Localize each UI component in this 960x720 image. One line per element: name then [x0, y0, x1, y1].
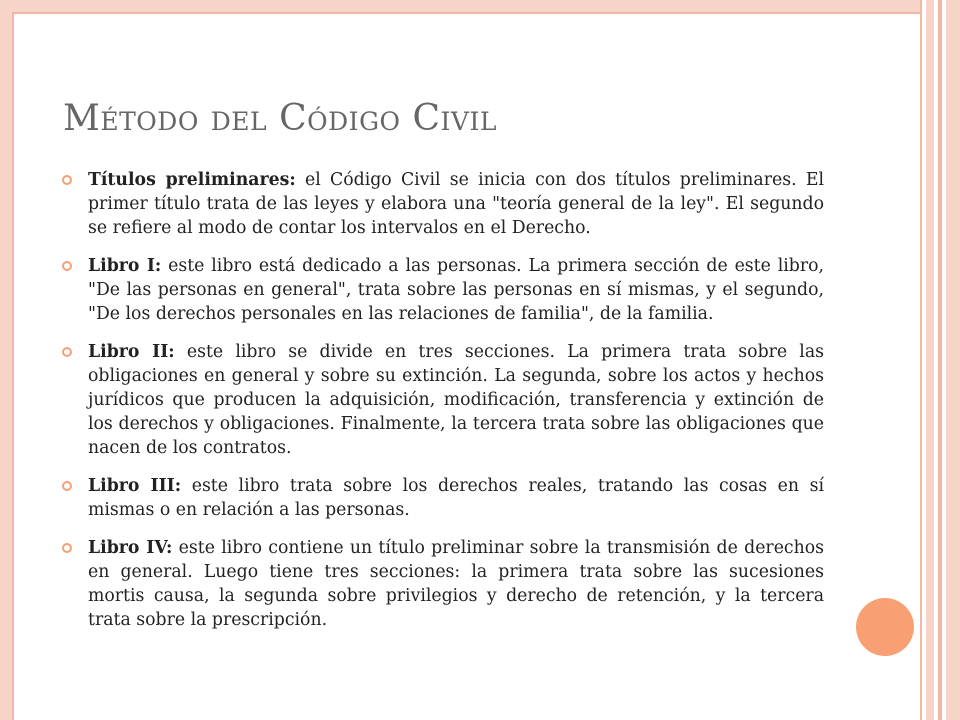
bullet-icon [62, 543, 72, 553]
item-text: este libro trata sobre los derechos reales, tratando las cosas en sí mismas o en relación a las personas. [88, 476, 824, 520]
bullet-list [60, 168, 824, 646]
slide-title: Método del Código Civil [63, 98, 497, 139]
item-term: Libro IV: [88, 538, 173, 558]
stripe [926, 0, 934, 720]
bullet-icon [62, 175, 72, 185]
decorative-stripes [920, 0, 960, 720]
item-text: este libro se divide en tres secciones. La primera trata sobre las obligaciones en general y sobre su extinción. La segunda, sobre los actos y hechos jurídicos que producen la adquisición, modificación, transferencia y extinción de los derechos y obligaciones. Finalmente, la tercera trata sobre las obligaciones que nacen de los contratos. [88, 342, 824, 458]
item-term: Libro III: [88, 476, 182, 496]
bullet-icon [62, 481, 72, 491]
item-text: este libro está dedicado a las personas. La primera sección de este libro, "De las personas en general", trata sobre las personas en sí mismas, y el segundo, "De los derechos personales en las relaciones de familia", de la familia. [88, 256, 824, 324]
item-text: el Código Civil se inicia con dos títulos preliminares. El primer título trata de las leyes y elabora una "teoría general de la ley". El segundo se refiere al modo de contar los intervalos en el Derecho. [88, 170, 824, 238]
list-item [60, 536, 824, 632]
stripe [920, 0, 922, 720]
stripe [946, 0, 960, 720]
list-item [60, 474, 824, 522]
item-term: Títulos preliminares: [88, 170, 296, 190]
stripe [938, 0, 942, 720]
decorative-circle [856, 598, 914, 656]
list-item [60, 168, 824, 240]
item-text: este libro contiene un título preliminar sobre la transmisión de derechos en general. Luego tiene tres secciones: la primera trata sobre las sucesiones mortis causa, la segunda sobre privilegios y derecho de retención, y la tercera trata sobre la prescripción. [88, 538, 824, 630]
bullet-icon [62, 347, 72, 357]
item-term: Libro II: [88, 342, 175, 362]
list-item [60, 340, 824, 460]
item-term: Libro I: [88, 256, 162, 276]
list-item [60, 254, 824, 326]
bullet-icon [62, 261, 72, 271]
